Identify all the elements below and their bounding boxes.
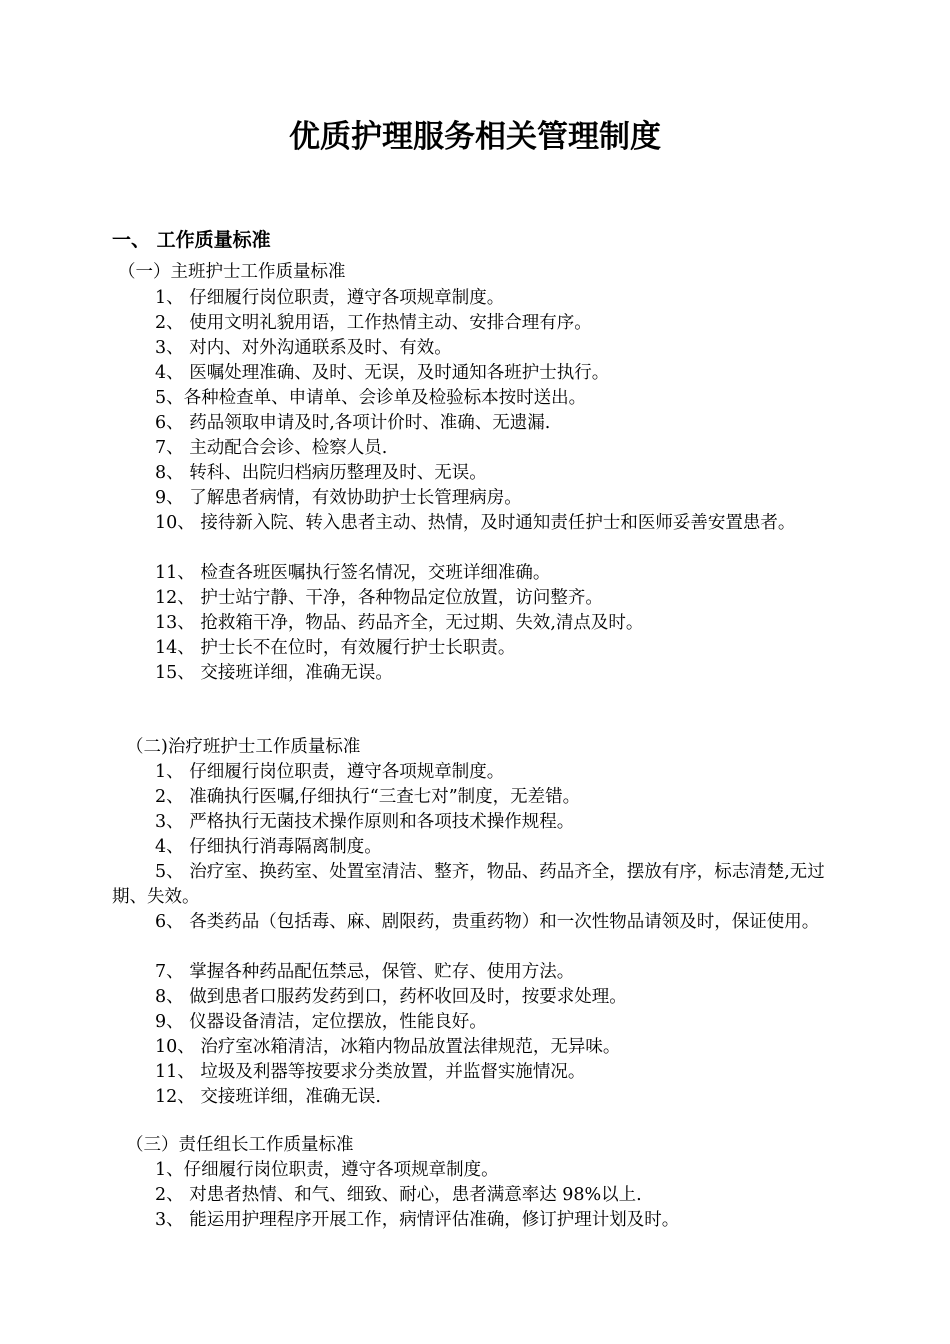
list-item: 14、 护士长不在位时，有效履行护士长职责。 — [155, 638, 516, 658]
list-item: 7、 主动配合会诊、检察人员. — [155, 438, 388, 458]
list-item: 13、 抢救箱干净，物品、药品齐全，无过期、失效,清点及时。 — [155, 613, 644, 633]
list-item: 9、 仪器设备清洁，定位摆放，性能良好。 — [155, 1012, 487, 1032]
list-item: 10、 接待新入院、转入患者主动、热情，及时通知责任护士和医师妥善安置患者。 — [155, 513, 796, 533]
subsection-heading: （二)治疗班护士工作质量标准 — [126, 737, 361, 757]
list-item: 8、 做到患者口服药发药到口，药杯收回及时，按要求处理。 — [155, 987, 627, 1007]
subsection-heading: （三）责任组长工作质量标准 — [126, 1135, 354, 1155]
list-item: 2、 对患者热情、和气、细致、耐心，患者满意率达 98%以上. — [155, 1185, 642, 1205]
list-item: 9、 了解患者病情，有效协助护士长管理病房。 — [155, 488, 522, 508]
list-item: 6、 各类药品（包括毒、麻、剧限药，贵重药物）和一次性物品请领及时，保证使用。 — [155, 912, 820, 932]
list-item: 1、 仔细履行岗位职责，遵守各项规章制度。 — [155, 288, 505, 308]
list-item: 11、 检查各班医嘱执行签名情况，交班详细准确。 — [155, 563, 551, 583]
document-title: 优质护理服务相关管理制度 — [289, 119, 661, 155]
list-item: 2、 准确执行医嘱,仔细执行“三查七对”制度，无差错。 — [155, 787, 581, 807]
list-item: 11、 垃圾及利器等按要求分类放置，并监督实施情况。 — [155, 1062, 586, 1082]
list-item: 3、 对内、对外沟通联系及时、有效。 — [155, 338, 452, 358]
list-item: 15、 交接班详细，准确无误。 — [155, 663, 393, 683]
list-item: 5、各种检查单、申请单、会诊单及检验标本按时送出。 — [155, 388, 587, 408]
list-item: 8、 转科、出院归档病历整理及时、无误。 — [155, 463, 487, 483]
list-item: 5、 治疗室、换药室、处置室清洁、整齐，物品、药品齐全，摆放有序，标志清楚,无过期、失效。 — [112, 862, 825, 907]
list-item: 3、 严格执行无菌技术操作原则和各项技术操作规程。 — [155, 812, 575, 832]
list-item: 7、 掌握各种药品配伍禁忌，保管、贮存、使用方法。 — [155, 962, 575, 982]
list-item: 3、 能运用护理程序开展工作，病情评估准确，修订护理计划及时。 — [155, 1210, 680, 1230]
list-item: 2、 使用文明礼貌用语，工作热情主动、安排合理有序。 — [155, 313, 592, 333]
list-item: 4、 仔细执行消毒隔离制度。 — [155, 837, 382, 857]
list-item: 1、仔细履行岗位职责，遵守各项规章制度。 — [155, 1160, 499, 1180]
subsection-heading: （一）主班护士工作质量标准 — [118, 262, 346, 282]
list-item: 10、 治疗室冰箱清洁，冰箱内物品放置法律规范，无异味。 — [155, 1037, 621, 1057]
list-item: 4、 医嘱处理准确、及时、无误，及时通知各班护士执行。 — [155, 363, 610, 383]
list-item: 12、 护士站宁静、干净，各种物品定位放置，访问整齐。 — [155, 588, 603, 608]
list-item: 1、 仔细履行岗位职责，遵守各项规章制度。 — [155, 762, 505, 782]
list-item: 6、 药品领取申请及时,各项计价时、准确、无遗漏. — [155, 413, 551, 433]
list-item: 12、 交接班详细，准确无误. — [155, 1087, 381, 1107]
section-heading: 一、 工作质量标准 — [112, 229, 271, 251]
